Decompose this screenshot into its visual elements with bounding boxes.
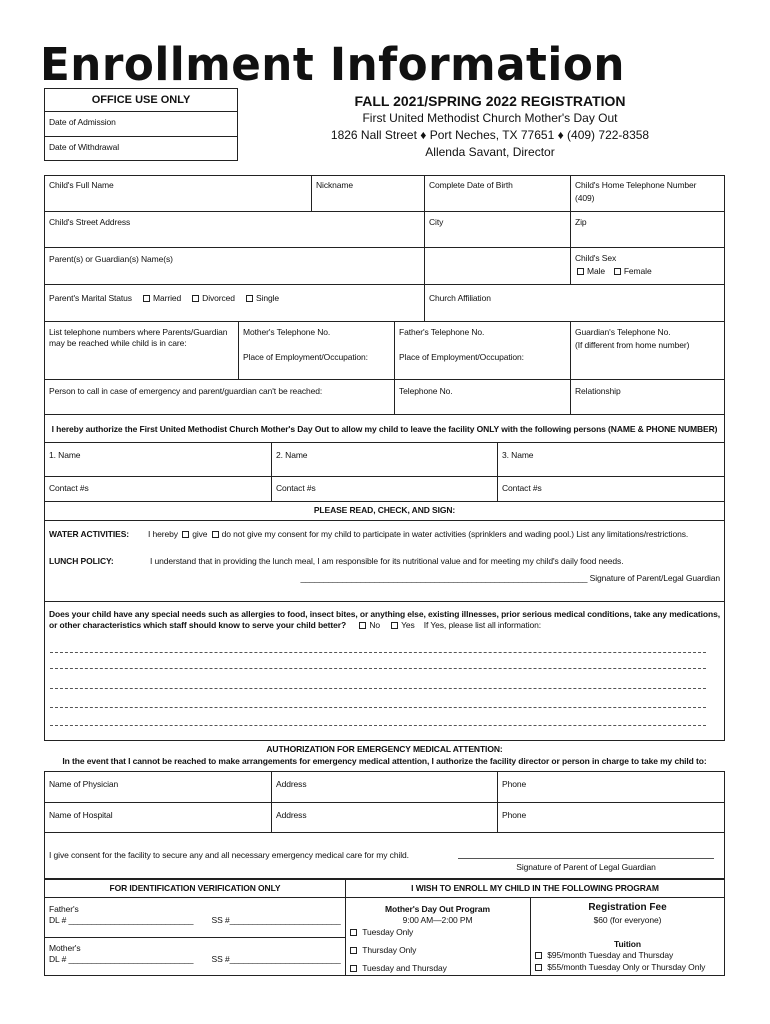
phone-list-label: List telephone numbers where Parents/Guardian may be reached while child is in care:	[49, 327, 228, 348]
single-label: Single	[255, 293, 279, 303]
father-id	[49, 904, 344, 926]
mother-id	[49, 943, 344, 965]
office-use-heading: OFFICE USE ONLY	[45, 89, 237, 112]
home-phone-text: Child's Home Telephone Number	[575, 180, 697, 190]
father-label: Father's	[49, 904, 79, 914]
nickname-label: Nickname	[316, 180, 353, 190]
lunch-policy-text: I understand that in providing the lunch meal, I am responsible for its nutritional value and for meeting my child's daily food needs.	[150, 556, 624, 566]
hospital-address-label: Address	[276, 810, 307, 820]
mother-employment-label: Place of Employment/Occupation:	[243, 352, 368, 362]
female-label: Female	[623, 266, 652, 276]
pickup-contact-3: Contact #s	[502, 483, 542, 493]
tuesday-only-label: Tuesday Only	[362, 927, 414, 937]
pickup-name-3: 3. Name	[502, 450, 534, 460]
org-address: 1826 Nall Street ♦ Port Neches, TX 77651 ♦ (409) 722-8358	[330, 128, 650, 142]
relationship-label: Relationship	[575, 386, 621, 396]
tuition-single-checkbox[interactable]	[535, 964, 542, 971]
medical-consent-text: I give consent for the facility to secure any and all necessary emergency medical care for my child.	[49, 850, 409, 860]
tuition-both-label: $95/month Tuesday and Thursday	[547, 950, 674, 960]
tuition-title: Tuition	[614, 939, 641, 949]
tuesday-thursday-label: Tuesday and Thursday	[362, 963, 447, 973]
date-of-withdrawal-label: Date of Withdrawal	[49, 142, 120, 152]
special-no-checkbox[interactable]	[359, 622, 366, 629]
tuition-both-checkbox[interactable]	[535, 952, 542, 959]
registration-fee-text: $60 (for everyone)	[593, 915, 662, 925]
marital-status-label: Parent's Marital Status	[49, 293, 132, 303]
guardian-phone-note: (If different from home number)	[575, 340, 690, 350]
special-yes-checkbox[interactable]	[391, 622, 398, 629]
pickup-contact-1: Contact #s	[49, 483, 89, 493]
water-activities-label: WATER ACTIVITIES:	[49, 529, 129, 539]
parents-names-label: Parent(s) or Guardian(s) Name(s)	[49, 254, 173, 264]
medical-statement: In the event that I cannot be reached to make arrangements for emergency medical attention, I authorize the facility director or person in charge to take my child to:	[62, 756, 707, 766]
verification-heading: FOR IDENTIFICATION VERIFICATION ONLY	[109, 883, 281, 893]
pickup-contact-2: Contact #s	[276, 483, 316, 493]
medical-heading: AUTHORIZATION FOR EMERGENCY MEDICAL ATTENTION:	[266, 744, 503, 754]
childs-sex-label: Child's Sex	[575, 253, 617, 263]
tuesday-thursday-checkbox[interactable]	[350, 965, 357, 972]
special-list-label: If Yes, please list all information:	[423, 620, 542, 630]
special-yes-label: Yes	[401, 620, 415, 630]
hospital-label: Name of Hospital	[49, 810, 113, 820]
pickup-name-1: 1. Name	[49, 450, 81, 460]
mdo-hours: 9:00 AM—2:00 PM	[402, 915, 473, 925]
special-needs-line-2[interactable]	[50, 668, 706, 669]
father-employment-label: Place of Employment/Occupation:	[399, 352, 524, 362]
program-option-tuesday	[348, 927, 413, 938]
physician-phone-label: Phone	[502, 779, 527, 789]
special-needs-question	[49, 609, 723, 631]
thursday-only-checkbox[interactable]	[350, 947, 357, 954]
mother-ss-field[interactable]: SS #________________________	[211, 954, 341, 964]
mother-label: Mother's	[49, 943, 81, 953]
special-needs-line-5[interactable]	[50, 725, 706, 726]
date-of-birth-label: Complete Date of Birth	[429, 180, 513, 190]
date-of-admission-label: Date of Admission	[45, 112, 237, 137]
tuition-option-both	[533, 950, 673, 961]
tuesday-only-checkbox[interactable]	[350, 929, 357, 936]
zip-label: Zip	[575, 217, 587, 227]
water-pre: I hereby	[148, 529, 178, 539]
married-checkbox[interactable]	[143, 295, 150, 302]
guardian-phone-label: Guardian's Telephone No.	[575, 327, 671, 337]
physician-label: Name of Physician	[49, 779, 119, 789]
water-give-label: give	[192, 529, 208, 539]
medical-signature-line[interactable]	[458, 858, 714, 859]
married-label: Married	[153, 293, 182, 303]
childs-full-name-label: Child's Full Name	[49, 180, 114, 190]
special-no-label: No	[369, 620, 381, 630]
divorced-label: Divorced	[202, 293, 235, 303]
water-consent-text: do not give my consent for my child to participate in water activities (sprinklers and wading pool.) List any limitations/restrictions.	[221, 529, 689, 539]
tuition-single-label: $55/month Tuesday Only or Thursday Only	[547, 962, 706, 972]
church-affiliation-label: Church Affiliation	[429, 293, 491, 303]
tuition-option-single	[533, 962, 705, 973]
water-do-not-give-checkbox[interactable]	[212, 531, 219, 538]
special-needs-text: Does your child have any special needs such as allergies to food, insect bites, or anything else, existing illnesses, prior serious medical conditions, take any medications, or other characteristics which staff should know to serve your child better?	[49, 609, 720, 630]
emergency-telephone-label: Telephone No.	[399, 386, 453, 396]
physician-address-label: Address	[276, 779, 307, 789]
lunch-signature-line[interactable]: ______________________________________________________________ Signature of Parent/Legal Guardian	[300, 573, 720, 583]
medical-signature-label: Signature of Parent of Legal Guardian	[516, 862, 656, 872]
special-needs-line-3[interactable]	[50, 688, 706, 689]
thursday-only-label: Thursday Only	[362, 945, 417, 955]
male-checkbox[interactable]	[577, 268, 584, 275]
office-use-box	[44, 88, 238, 161]
water-activities-consent	[148, 529, 723, 540]
registration-title: FALL 2021/SPRING 2022 REGISTRATION	[354, 93, 626, 109]
pickup-authorization-statement: I hereby authorize the First United Methodist Church Mother's Day Out to allow my child to leave the facility ONLY with the following persons (NAME & PHONE NUMBER)	[51, 424, 718, 434]
city-label: City	[429, 217, 444, 227]
pickup-name-2: 2. Name	[276, 450, 308, 460]
area-code: (409)	[575, 193, 595, 203]
mother-dl-field[interactable]: DL # ___________________________	[49, 954, 194, 964]
policies-heading: PLEASE READ, CHECK, AND SIGN:	[313, 505, 456, 515]
father-dl-field[interactable]: DL # ___________________________	[49, 915, 194, 925]
home-phone-label	[575, 180, 723, 204]
mother-phone-label: Mother's Telephone No.	[243, 327, 331, 337]
registration-header	[290, 92, 690, 161]
program-option-thursday	[348, 945, 416, 956]
emergency-contact-label: Person to call in case of emergency and parent/guardian can't be reached:	[49, 386, 323, 396]
lunch-policy-label: LUNCH POLICY:	[49, 556, 114, 566]
org-name: First United Methodist Church Mother's Day Out	[362, 111, 618, 125]
program-heading: I WISH TO ENROLL MY CHILD IN THE FOLLOWING PROGRAM	[411, 883, 659, 893]
childs-sex-field	[575, 253, 652, 277]
female-checkbox[interactable]	[614, 268, 621, 275]
street-address-label: Child's Street Address	[49, 217, 131, 227]
male-label: Male	[587, 266, 606, 276]
mdo-program-title: Mother's Day Out Program	[385, 904, 490, 914]
marital-status-field	[49, 293, 279, 304]
special-needs-line-1[interactable]	[50, 652, 706, 653]
single-checkbox[interactable]	[246, 295, 253, 302]
water-give-checkbox[interactable]	[182, 531, 189, 538]
father-ss-field[interactable]: SS #________________________	[211, 915, 341, 925]
hospital-phone-label: Phone	[502, 810, 527, 820]
registration-fee-title: Registration Fee	[588, 902, 667, 913]
special-needs-line-4[interactable]	[50, 707, 706, 708]
program-option-both	[348, 963, 447, 974]
divorced-checkbox[interactable]	[192, 295, 199, 302]
page-title: Enrollment Information	[40, 38, 625, 91]
father-phone-label: Father's Telephone No.	[399, 327, 485, 337]
director: Allenda Savant, Director	[425, 145, 555, 159]
